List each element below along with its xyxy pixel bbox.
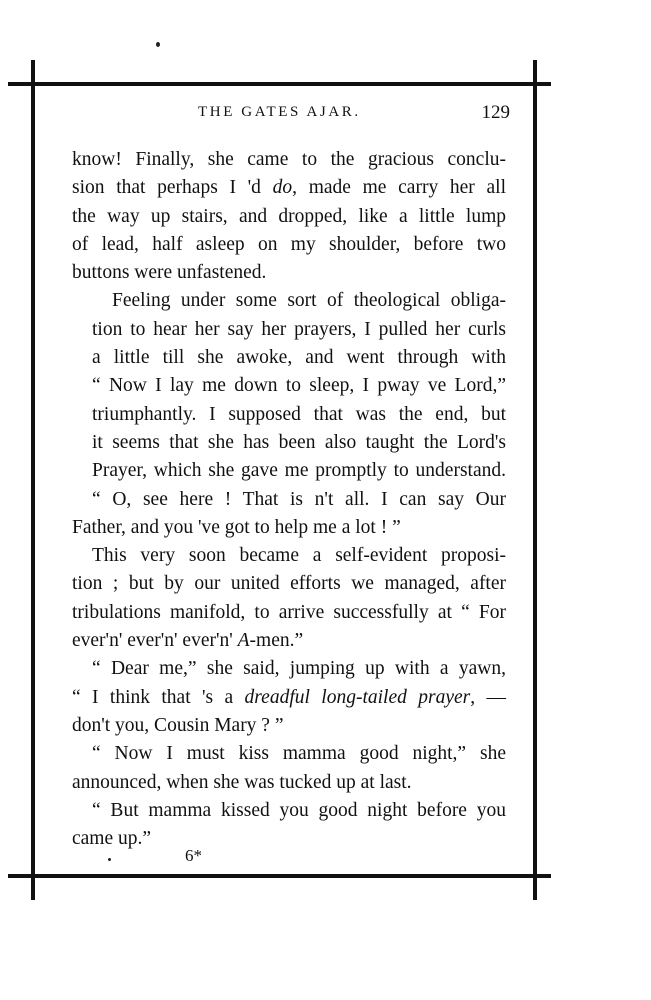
paragraph	[72, 740, 506, 797]
paragraph	[72, 486, 506, 543]
text-line: Prayer, which she gave me promptly to understand.	[92, 460, 506, 482]
text-line: tion ; but by our united efforts we managed, after	[72, 573, 506, 595]
text-line: “ I think that 's a dreadful long-tailed prayer, —	[72, 686, 506, 708]
text-line: This very soon became a self-evident proposi-	[92, 545, 506, 567]
paragraph	[72, 146, 506, 287]
text-line: of lead, half asleep on my shoulder, before two	[72, 233, 506, 255]
paragraph	[72, 655, 506, 740]
paragraph	[72, 542, 506, 655]
signature-mark: 6*	[185, 846, 202, 865]
running-head	[70, 104, 510, 128]
paragraph	[72, 797, 506, 854]
text-line: “ But mamma kissed you good night before you	[92, 799, 506, 821]
text-line: know! Finally, she came to the gracious conclu-	[72, 149, 506, 170]
text-line: tribulations manifold, to arrive successfully at “ For	[72, 601, 506, 623]
text-line: triumphantly. I supposed that was the end, but	[92, 403, 506, 425]
text-line: “ O, see here ! That is n't all. I can say Our	[92, 488, 506, 510]
text-line: tion to hear her say her prayers, I pulled her curls	[92, 318, 506, 340]
right-rule	[533, 60, 537, 900]
text-line: came up.”	[72, 828, 152, 850]
text-line: “ Now I must kiss mamma good night,” she	[92, 743, 506, 765]
ink-speck	[156, 42, 160, 47]
text-line: don't you, Cousin Mary ? ”	[72, 714, 284, 736]
body-text	[72, 146, 506, 853]
ink-speck	[108, 858, 111, 861]
running-title: THE GATES AJAR.	[198, 104, 361, 120]
text-line: ever'n' ever'n' ever'n' A-men.”	[72, 630, 304, 652]
text-line: announced, when she was tucked up at last.	[72, 771, 412, 793]
paragraph	[72, 287, 506, 485]
bottom-rule	[8, 874, 551, 878]
text-line: Feeling under some sort of theological obliga-	[112, 290, 506, 312]
text-line: sion that perhaps I 'd do, made me carry her all	[72, 177, 506, 199]
text-line: it seems that she has been also taught the Lord's	[92, 431, 506, 453]
top-rule	[8, 82, 551, 86]
text-line: “ Now I lay me down to sleep, I pway ve Lord,”	[92, 375, 506, 397]
left-rule	[31, 60, 35, 900]
text-line: “ Dear me,” she said, jumping up with a yawn,	[92, 658, 506, 680]
text-line: buttons were unfastened.	[72, 262, 267, 284]
page-number: 129	[481, 102, 510, 123]
text-line: Father, and you 've got to help me a lot ! ”	[72, 516, 401, 538]
text-line: the way up stairs, and dropped, like a little lump	[72, 205, 506, 227]
text-line: a little till she awoke, and went through with	[92, 347, 506, 369]
